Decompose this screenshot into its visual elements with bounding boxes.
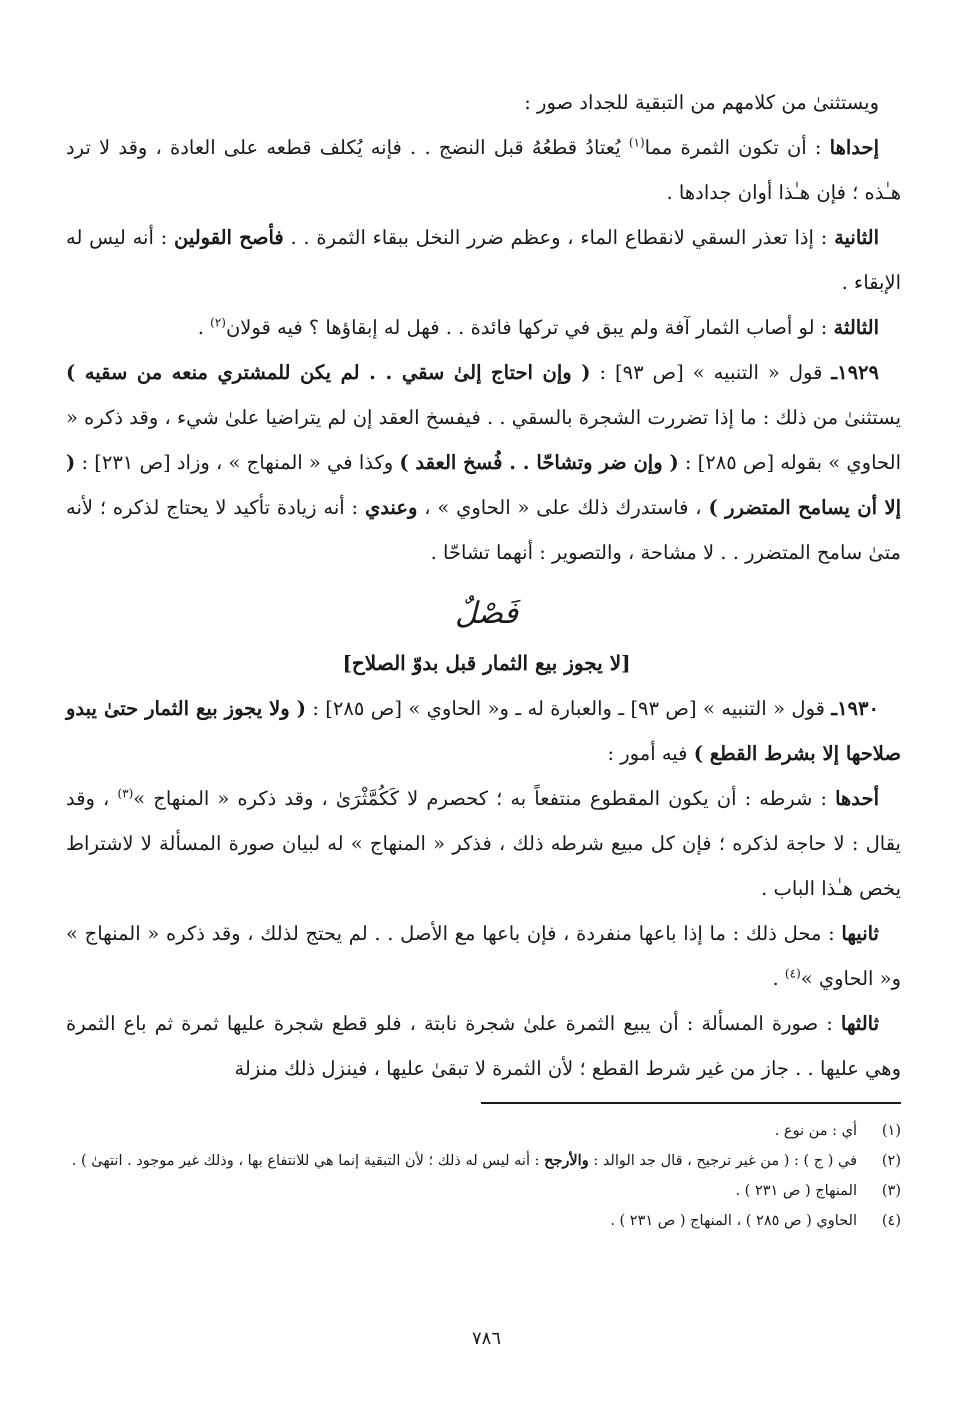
fasl-ornament: فَصْلٌ — [454, 596, 519, 631]
bold-phrase: وعندي — [364, 496, 418, 519]
footnote-bold-phrase: والأرجح — [544, 1152, 589, 1169]
footnote-number: (٣) — [881, 1183, 901, 1199]
footnote-ref: (١) — [628, 135, 645, 150]
paragraph-text: : محل ذلك : ما إذا باعها منفردة ، فإن باعها مع الأصل . . لم يحتج لذلك ، وقد ذكره « المنهاج » و« الحاوي » — [66, 922, 901, 990]
paragraph-text: ، وقد يقال : لا حاجة لذكره ؛ فإن كل مبيع شرطه ذلك ، فذكر « المنهاج » له لبيان صورة المسألة لا لاشتراط يخص هـٰذا الباب . — [66, 787, 901, 900]
paragraph-text: : صورة المسألة : أن يبيع الثمرة علىٰ شجرة نابتة ، فلو قطع شجرة عليها ثمرة ثم باع الثمرة وهي عليها . . جاز من غير شرط القطع ؛ لأن الثمرة لا تبقىٰ عليها ، فينزل ذلك منزلة — [66, 1012, 901, 1080]
paragraph-third — [66, 305, 901, 350]
bold-phrase: فأصح القولين — [173, 226, 284, 249]
paragraph-heading: إحداها — [829, 136, 880, 159]
paragraph-text: يُعتادُ قطعُهُ قبل النضج . . فإنه يُكلف قطعه على العادة ، وقد لا ترد هـٰذه ؛ فإن هـٰذا أوان جدادها . — [66, 136, 901, 204]
footnote-ref: (٤) — [784, 966, 801, 981]
footnote-item — [66, 1118, 901, 1144]
paragraph-text: قول « التنبيه » [ص ٩٣] ـ والعبارة له ـ و« الحاوي » [ص ٢٨٥] : — [305, 697, 832, 720]
paragraph-ahaduha — [66, 776, 901, 911]
paragraph-text: وكذا في « المنهاج » ، وزاد [ص ٢٣١] : — [75, 451, 400, 474]
paragraph-text: : أنه زيادة تأكيد لا يحتاج لذكره ؛ لأنه متىٰ سامح المتضرر . . لا مشاحة ، والتصوير : أنهما تشاحّا . — [66, 496, 901, 564]
paragraph-text: : شرطه : أن يكون المقطوع منتفعاً به ؛ كحصرم لا كَكُمَّثْرَىٰ ، وقد ذكره « المنهاج » — [133, 787, 836, 810]
footnote-text-part: في ( ج ) : ( من غير ترجيح ، قال جد الوالد : — [588, 1153, 857, 1169]
paragraph-first — [66, 125, 901, 215]
main-text-top — [66, 80, 901, 575]
footnote-text-part: : أنه ليس له ذلك ؛ لأن التبقية إنما هي للانتفاع بها ، وذلك غير موجود . انتهىٰ ) . — [71, 1153, 545, 1169]
footnote-text: المنهاج ( ص ٢٣١ ) . — [735, 1183, 857, 1199]
paragraph-second — [66, 215, 901, 305]
paragraph-heading: أحدها — [835, 787, 879, 810]
paragraph-text: . — [197, 316, 211, 339]
paragraph-1929 — [66, 350, 901, 575]
paragraph-text: : لو أصاب الثمار آفة ولم يبق في تركها فائدة . . فهل له إبقاؤها ؟ فيه قولان — [225, 316, 834, 339]
footnote-text — [66, 1148, 857, 1174]
footnote-number: (٢) — [881, 1153, 901, 1169]
footnotes — [66, 1118, 901, 1238]
footnote-item — [66, 1148, 901, 1174]
footnote-number: (١) — [881, 1123, 901, 1139]
footnote-ref: (٣) — [117, 786, 134, 801]
quoted-text: ( وإن احتاج إلىٰ سقي . . لم يكن للمشتري منعه من سقيه ) — [66, 361, 591, 384]
paragraph-heading: ثالثها — [840, 1012, 879, 1035]
paragraph-text: ، فاستدرك ذلك على « الحاوي » ، — [417, 496, 709, 519]
paragraph-1930 — [66, 686, 901, 776]
paragraph-text: . — [772, 967, 785, 990]
main-text-bottom — [66, 686, 901, 1091]
footnote-text: الحاوي ( ص ٢٨٥ ) ، المنهاج ( ص ٢٣١ ) . — [610, 1213, 857, 1229]
footnote-text: أي : من نوع . — [774, 1123, 857, 1139]
quoted-text: ( وإن ضر وتشاحّا . . فُسخ العقد ) — [399, 451, 679, 474]
quoted-text: ( إلا أن يسامح المتضرر ) — [66, 451, 901, 519]
entry-number: ١٩٣٠ـ — [831, 697, 879, 720]
footnote-number: (٤) — [881, 1213, 901, 1229]
paragraph-text: ويستثنىٰ من كلامهم من التبقية للجداد صور : — [524, 91, 879, 114]
paragraph-heading: ثانيها — [841, 922, 879, 945]
paragraph-text: قول « التنبيه » [ص ٩٣] : — [590, 361, 832, 384]
paragraph-text: يستثنىٰ من ذلك : ما إذا تضررت الشجرة بالسقي . . فيفسخ العقد إن لم يتراضيا علىٰ شيء ، وقد ذكره « الحاوي » بقوله [ص ٢٨٥] : — [66, 406, 901, 474]
section-title: [لا يجوز بيع الثمار قبل بدوّ الصلاح] — [342, 651, 631, 675]
paragraph-text: : أنه ليس له الإبقاء . — [66, 226, 901, 294]
footnote-separator — [481, 1102, 901, 1104]
paragraph-heading: الثالثة — [833, 316, 879, 339]
footnote-item — [66, 1208, 901, 1234]
paragraph-heading: الثانية — [834, 226, 880, 249]
paragraph-intro — [66, 80, 901, 125]
paragraph-thalithuha — [66, 1001, 901, 1091]
paragraph-text: فيه أمور : — [607, 742, 694, 765]
page-number: ٧٨٦ — [471, 1328, 501, 1349]
quoted-text: ( ولا يجوز بيع الثمار حتىٰ يبدو صلاحها إلا بشرط القطع ) — [66, 697, 901, 765]
entry-number: ١٩٢٩ـ — [831, 361, 880, 384]
paragraph-thaniha — [66, 911, 901, 1001]
paragraph-text: : أن تكون الثمرة مما — [644, 136, 830, 159]
footnote-item — [66, 1178, 901, 1204]
footnote-ref: (٢) — [210, 315, 226, 330]
paragraph-text: : إذا تعذر السقي لانقطاع الماء ، وعظم ضرر النخل ببقاء الثمرة . . — [283, 226, 835, 249]
